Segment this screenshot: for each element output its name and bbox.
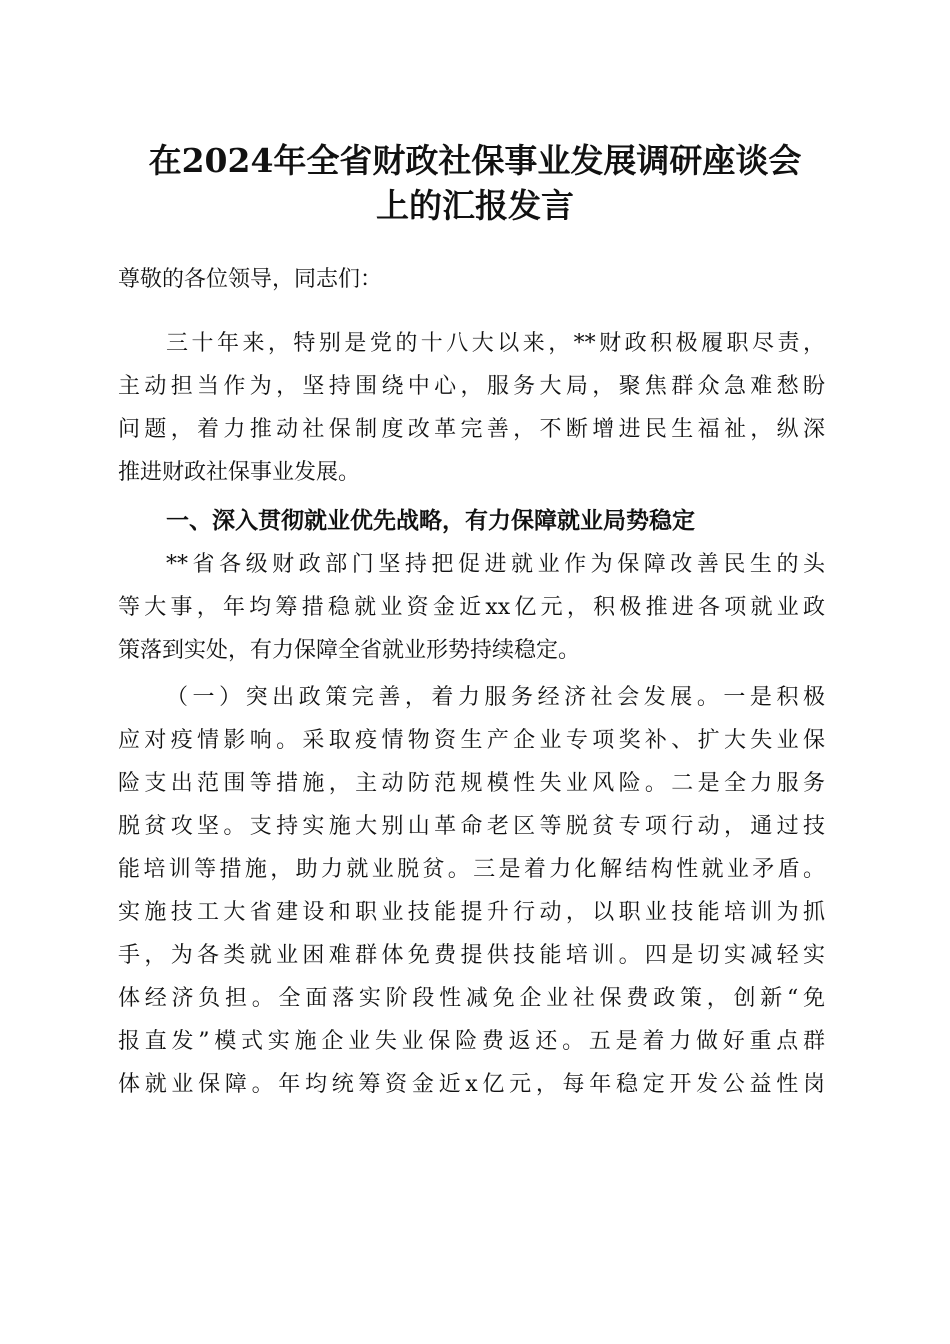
text-line: 等大事，年均筹措稳就业资金近xx亿元，积极推进各项就业政	[118, 595, 825, 620]
document-title-line-1: 在2024年全省财政社保事业发展调研座谈会	[148, 141, 802, 180]
text-line: 三十年来，特别是党的十八大以来，**财政积极履职尽责，	[166, 331, 825, 356]
text-line: 问题，着力推动社保制度改革完善，不断增进民生福祉，纵深	[118, 417, 825, 442]
text-line: 策落到实处，有力保障全省就业形势持续稳定。	[118, 638, 581, 663]
document-title-line-2: 上的汇报发言	[376, 186, 574, 225]
text-line: 体经济负担。全面落实阶段性减免企业社保费政策，创新“免	[118, 986, 825, 1011]
text-line: 脱贫攻坚。支持实施大别山革命老区等脱贫专项行动，通过技	[118, 814, 825, 839]
text-line: 手，为各类就业困难群体免费提供技能培训。四是切实减轻实	[118, 943, 825, 968]
text-line: 实施技工大省建设和职业技能提升行动，以职业技能培训为抓	[118, 900, 825, 925]
text-line: **省各级财政部门坚持把促进就业作为保障改善民生的头	[166, 552, 825, 577]
section-heading: 一、深入贯彻就业优先战略，有力保障就业局势稳定	[166, 508, 695, 534]
text-line: 推进财政社保事业发展。	[118, 460, 361, 485]
text-line: 体就业保障。年均统筹资金近x亿元，每年稳定开发公益性岗	[118, 1072, 825, 1097]
text-line: 报直发”模式实施企业失业保险费返还。五是着力做好重点群	[118, 1029, 825, 1054]
text-line: 主动担当作为，坚持围绕中心，服务大局，聚焦群众急难愁盼	[118, 374, 825, 399]
salutation: 尊敬的各位领导，同志们：	[118, 267, 383, 292]
text-line: 险支出范围等措施，主动防范规模性失业风险。二是全力服务	[118, 771, 825, 796]
text-line: （一）突出政策完善，着力服务经济社会发展。一是积极	[166, 685, 825, 710]
text-line: 能培训等措施，助力就业脱贫。三是着力化解结构性就业矛盾。	[118, 857, 825, 882]
text-line: 应对疫情影响。采取疫情物资生产企业专项奖补、扩大失业保	[118, 728, 825, 753]
